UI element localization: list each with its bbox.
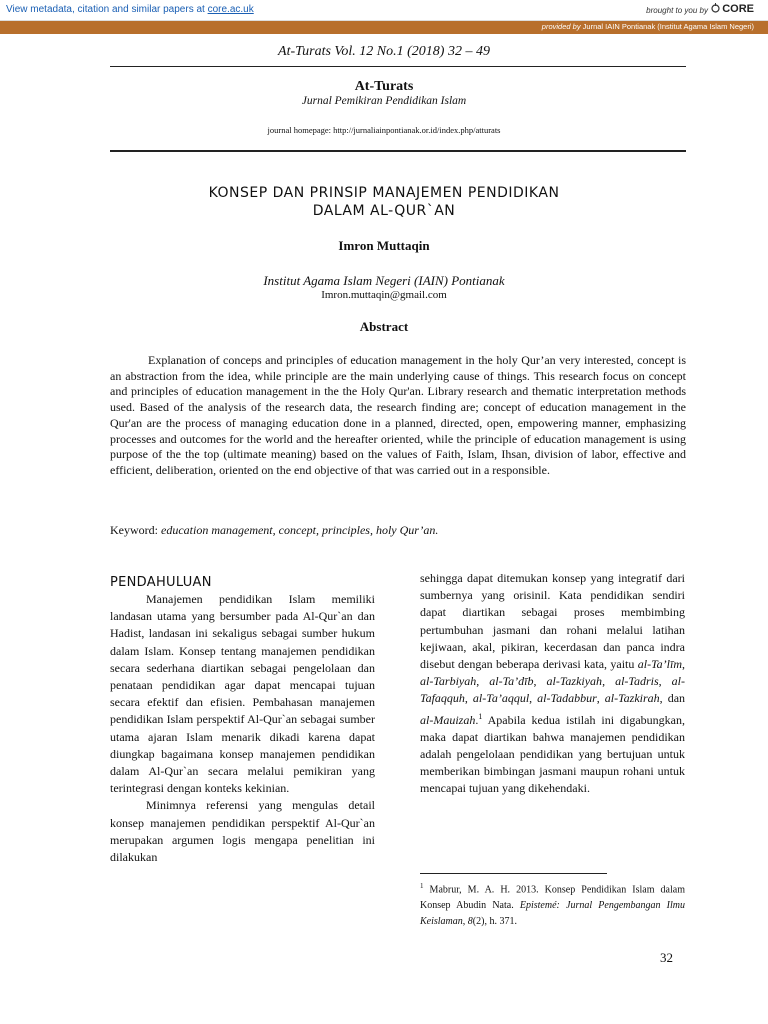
footnote-marker[interactable]: 1	[478, 711, 483, 721]
page-number: 32	[660, 950, 673, 965]
header-rule-bottom	[110, 150, 686, 152]
journal-subtitle: Jurnal Pemikiran Pendidikan Islam	[301, 95, 467, 107]
paragraph-text: Apabila kedua istilah ini digabungkan, maka dapat diartikan bahwa manajemen pendidikan adalah pengelolaan pendidikan yang bertujuan untuk memberikan bimbingan jasmani maupun rohani untuk mencapai tujuan yang dikehendaki.	[420, 712, 685, 796]
paragraph-text: sehingga dapat ditemukan konsep yang integratif dari sumbernya yang orisinil. Kata pendidikan sendiri dapat diartikan sebagai proses membimbing pertumbuhan jasmani dan rohani melalui latihan kejiwaan, akal, pikiran, kecerdasan dan panca indra disebut dengan beberapa derivasi kata, yaitu	[420, 571, 685, 672]
provided-by-bar	[0, 21, 768, 34]
journal-citation-line: At-Turats Vol. 12 No.1 (2018) 32 – 49	[278, 44, 490, 59]
article-title	[0, 184, 768, 220]
provided-by-text	[542, 22, 754, 31]
title-line-1: KONSEP DAN PRINSIP MANAJEMEN PENDIDIKAN	[208, 185, 560, 201]
term: al-Ta’dīb	[489, 674, 534, 689]
paragraph: Minimnya referensi yang mengulas detail konsep manajemen pendidikan perspektif Al-Qur`an merupakan argumen logis mengapa penelitian ini dilakukan	[110, 798, 375, 865]
footnote-text: Mabrur, M. A. H. 2013. Konsep Pendidikan Islam dalam Konsep Abudin Nata.	[420, 884, 685, 912]
brought-by-text: brought to you by	[646, 6, 708, 15]
footnote: $^1$ Mabrur, M. A. H. 2013. Konsep Pendidikan Islam dalam Konsep Abudin Nata. Epistemé: Jurnal Pengembangan Ilmu Keislaman, 8(2), h. 371.	[420, 882, 685, 928]
term: al-Tarbiyah	[420, 674, 477, 689]
footnote-rule	[420, 873, 607, 874]
author-institution: Institut Agama Islam Negeri (IAIN) Pontianak	[263, 273, 505, 288]
keywords	[110, 523, 686, 538]
abstract-heading: Abstract	[359, 319, 409, 334]
keyword-label: Keyword:	[110, 523, 158, 537]
term: al-Mauizah	[420, 712, 476, 727]
footnote-number: 1	[420, 882, 424, 890]
section-heading: PENDAHULUAN	[110, 575, 212, 590]
provided-prefix: provided by	[541, 22, 581, 31]
metadata-notice	[6, 4, 254, 15]
body-left-column	[110, 574, 375, 866]
footnote-rest: (2), h. 371.	[472, 916, 517, 928]
journal-homepage: journal homepage: http://jurnaliainpontianak.or.id/index.php/atturats	[267, 125, 501, 135]
paragraph: Manajemen pendidikan Islam memiliki landasan utama yang bersumber pada Al-Qur`an dan Hadist, landasan ini sekaligus sebagai sumber hukum dalam Islam. Konsep tentang manajemen pendidikan secara sederhana diartikan sebagai pengelolaan dan penataan pendidikan agar dapat mencapai tujuan secara efektif dan efisien. Pembahasan manajemen pendidikan Islam perspektif Al-Qur`an sebagai sumber utama ajaran Islam menarik dikadi karena dapat diungkap bagaimana konsep manajemen pendidikan dalam Al-Qur`an secara melalui pemikiran yang terintegrasi dengan konteks kekinian.	[110, 592, 375, 796]
abstract-text: Explanation of conceps and principles of education management in the holy Qur’an very interested, concept is an abstraction from the idea, while principle are the main underlying cause of things. This research focus on concept and principles of education management in the the Holy Qur'an. Library research and thematic interpretation methods used. Based of the analysis of the research data, the research finding are; concept of education management in the Qur'an are the process of managing education done in a planned, directed, open, empowering manner, emphasizing processes and outcomes for the world and the hereafter oriented, while the principle of education management is using purpose of the the top (ultimate meaning) based on the values of Faith, Islam, Ihsan, division of labor, effective and efficient, deliberation, oriented on the end objective of that was carried out in a responsible.	[110, 353, 686, 477]
provided-source: Jurnal IAIN Pontianak (Institut Agama Islam Negeri)	[582, 22, 754, 31]
footnote-journal: Epistemé: Jurnal Pengembangan Ilmu Keislaman	[420, 900, 685, 928]
title-line-2: DALAM AL-QUR`AN	[312, 203, 456, 219]
author-name: Imron Muttaqin	[338, 238, 430, 253]
keyword-list: education management, concept, principles, holy Qur’an.	[161, 523, 439, 537]
header-rule-top	[110, 66, 686, 67]
term: al-Ta’aqqul	[472, 691, 530, 706]
journal-name: At-Turats	[354, 79, 414, 94]
term: al-Tadabbur	[537, 691, 597, 706]
body-right-column	[420, 570, 685, 798]
core-logo[interactable]: CORE	[722, 3, 754, 15]
term: al-Tadris	[615, 674, 659, 689]
footnote-volume: 8	[467, 916, 473, 928]
author-email: Imron.muttaqin@gmail.com	[321, 289, 447, 301]
core-logo-icon	[711, 3, 720, 14]
term: al-Tafaqquh	[420, 674, 686, 706]
metadata-text: View metadata, citation and similar papers at	[6, 4, 208, 15]
core-link[interactable]: core.ac.uk	[207, 4, 254, 15]
and-word: dan	[667, 691, 686, 706]
core-banner	[0, 0, 768, 21]
term: al-Tazkiyah	[546, 674, 603, 689]
term: al-Tazkirah	[604, 691, 660, 706]
paragraph-continued: sehingga dapat ditemukan konsep yang integratif dari sumbernya yang orisinil. Kata pendidikan sendiri dapat diartikan sebagai proses membimbing pertumbuhan jasmani dan rohani melalui latihan kejiwaan, akal, pikiran, kecerdasan dan panca indra disebut dengan beberapa derivasi kata, yaitu al-Ta’līm, al-Tarbiyah, al-Ta’dīb, al-Tazkiyah, al-Tadris, al-Tafaqquh, al-Ta’aqqul, al-Tadabbur, al-Tazkirah, dan al-Mauizah.$^1$ Apabila kedua istilah ini digabungkan, maka dapat diartikan bahwa manajemen pendidikan adalah pengelolaan pendidikan yang bertujuan untuk memberikan bimbingan jasmani maupun rohani untuk mencapai tujuan yang dikehendaki.	[420, 571, 686, 796]
term: al-Ta’līm	[637, 657, 682, 672]
